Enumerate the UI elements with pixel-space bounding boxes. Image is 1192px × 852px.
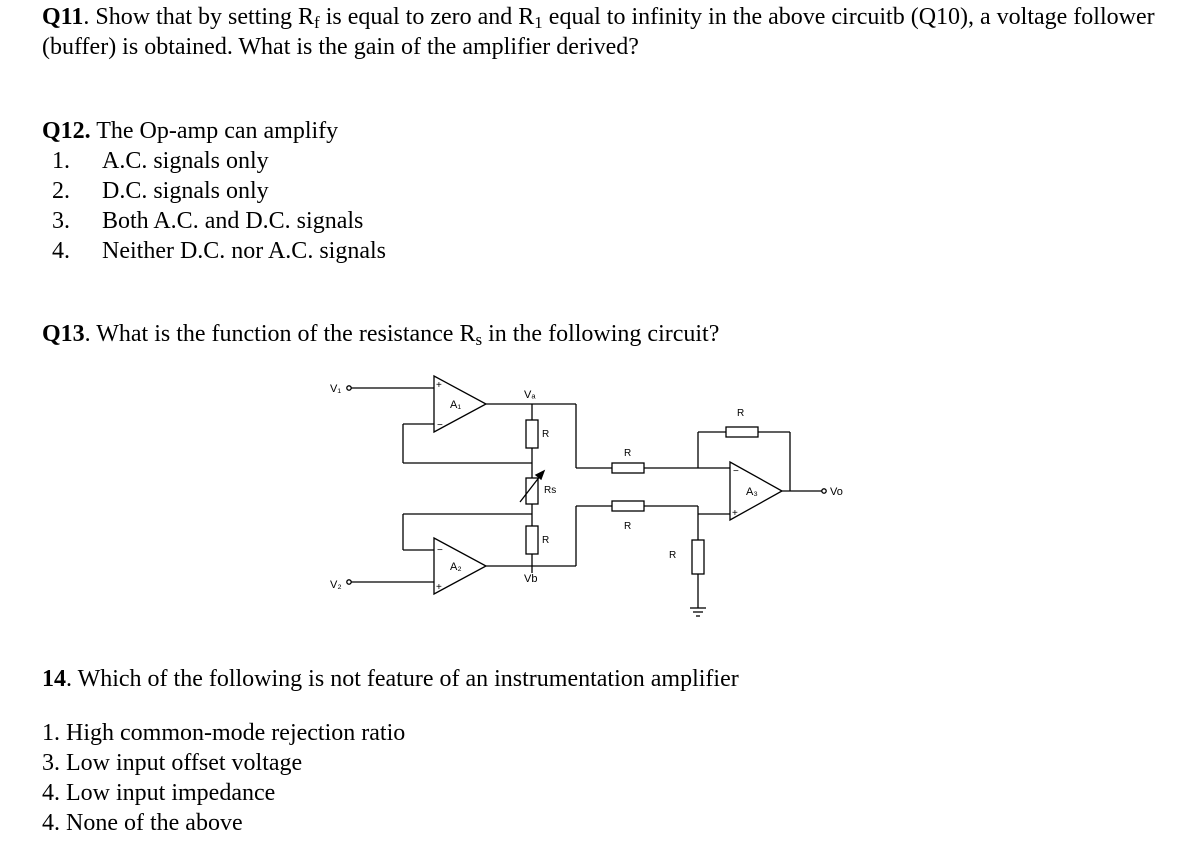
q14-number: 14 (42, 666, 66, 692)
q14-text: . Which of the following is not feature of an instrumentation amplifier (66, 666, 739, 692)
a2-plus: + (436, 582, 442, 593)
q12-option (52, 146, 386, 176)
v1-terminal (347, 386, 351, 390)
a3-plus: + (732, 508, 738, 519)
resistor-r-input-top (612, 463, 644, 473)
resistor-r-input-bottom (612, 501, 644, 511)
q13-sub-s: s (475, 330, 483, 349)
q12-options (52, 146, 386, 266)
a2-minus: − (437, 545, 443, 556)
a1-plus: + (436, 380, 442, 391)
q12-option (52, 206, 386, 236)
label-r-feedback: R (737, 408, 745, 419)
label-v2: V₂ (330, 579, 342, 591)
label-a2: A₂ (450, 561, 462, 573)
label-a1: A₁ (450, 399, 462, 411)
q12-option (52, 176, 386, 206)
label-r-input-bottom: R (624, 521, 632, 532)
label-vo: Vo (830, 486, 843, 498)
vo-terminal (822, 489, 826, 493)
option-label: D.C. signals only (102, 178, 269, 204)
resistor-r-ground (692, 540, 704, 574)
instrumentation-amplifier-circuit (320, 368, 860, 628)
q14-option: 3. Low input offset voltage (42, 750, 303, 776)
label-vb: Vb (524, 573, 538, 585)
q11-number: Q11 (42, 4, 84, 30)
question-13 (42, 319, 719, 349)
a1-minus: − (437, 420, 443, 431)
option-label: Both A.C. and D.C. signals (102, 208, 364, 234)
label-r-input-top: R (624, 448, 632, 459)
question-11 (42, 2, 1172, 62)
q14-option: 4. Low input impedance (42, 780, 276, 806)
label-v1: V₁ (330, 383, 342, 395)
q12-option (52, 236, 386, 266)
question-12 (42, 116, 338, 146)
q14-option: 1. High common-mode rejection ratio (42, 720, 406, 746)
label-r-ground: R (669, 550, 677, 561)
q14-options (42, 718, 405, 838)
q11-text-b: is equal to zero and R (319, 4, 535, 30)
question-14 (42, 664, 739, 694)
label-va: Vₐ (524, 389, 536, 401)
option-number: 4. (52, 238, 70, 264)
q14-option: 4. None of the above (42, 810, 243, 836)
label-rs: Rs (544, 485, 557, 496)
option-number: 2. (52, 178, 70, 204)
label-r-bottom: R (542, 535, 550, 546)
q12-text: The Op-amp can amplify (90, 118, 339, 144)
option-number: 1. (52, 148, 70, 174)
q11-sub-1: 1 (534, 13, 543, 32)
q12-number: Q12. (42, 118, 91, 144)
resistor-r-bottom (526, 526, 538, 554)
q13-number: Q13 (42, 321, 85, 347)
q13-text-b: in the following circuit? (482, 321, 720, 347)
option-label: A.C. signals only (102, 148, 269, 174)
resistor-r-top (526, 420, 538, 448)
q13-text-a: . What is the function of the resistance R (84, 321, 476, 347)
label-a3: A₃ (746, 486, 758, 498)
label-r-top: R (542, 429, 550, 440)
a3-minus: − (733, 466, 739, 477)
resistor-r-feedback (726, 427, 758, 437)
q11-text-c: equal to infinity in the above circuitb (Q10), a voltage follower (buffer) is obtained. What is the gain of the amplifier derived? (42, 4, 1155, 60)
q11-text-a: . Show that by setting R (83, 4, 315, 30)
v2-terminal (347, 580, 351, 584)
q11-sub-f: f (314, 13, 320, 32)
option-number: 3. (52, 208, 70, 234)
option-label: Neither D.C. nor A.C. signals (102, 238, 386, 264)
